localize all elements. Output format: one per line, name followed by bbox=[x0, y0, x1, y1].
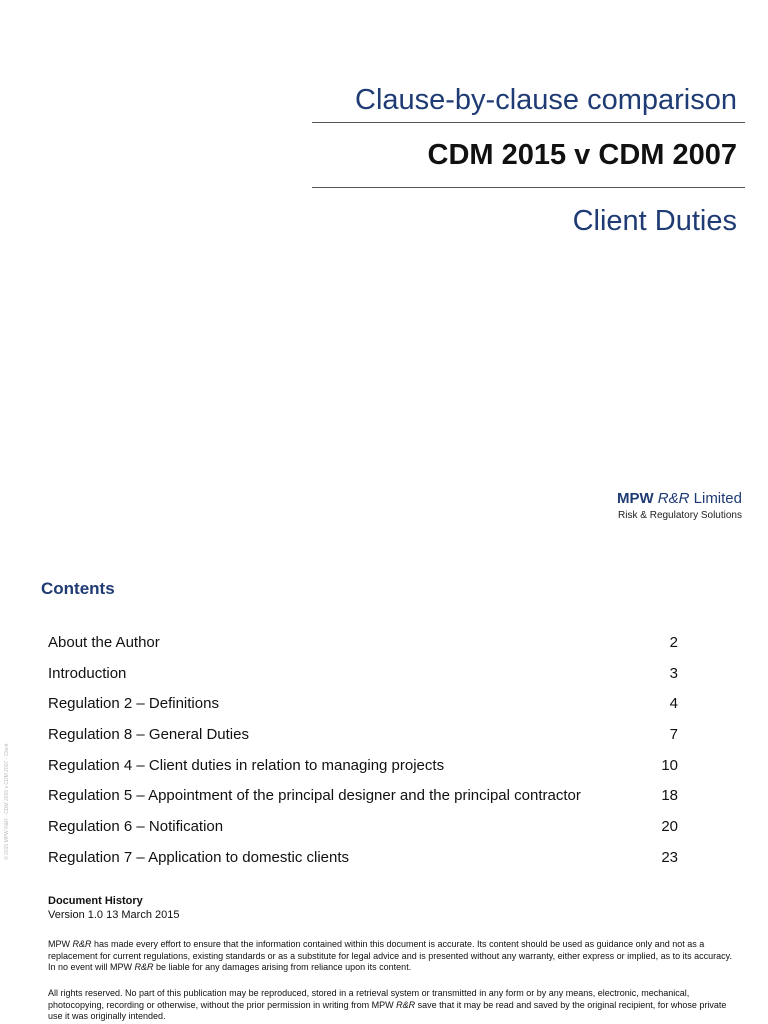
toc-entry-page: 10 bbox=[661, 756, 678, 774]
toc-entry-page: 23 bbox=[661, 848, 678, 866]
toc-entry[interactable] bbox=[48, 812, 678, 843]
document-subtitle: Clause-by-clause comparison bbox=[355, 84, 737, 116]
toc-entry-label: About the Author bbox=[48, 634, 160, 651]
toc-entry-label: Regulation 5 – Appointment of the principal designer and the principal contractor bbox=[48, 787, 581, 805]
disclaimer-text: be liable for any damages arising from reliance upon its content. bbox=[153, 962, 412, 972]
disclaimer-text: MPW bbox=[48, 939, 73, 949]
document-title: CDM 2015 v CDM 2007 bbox=[427, 139, 737, 171]
toc-entry-label: Regulation 4 – Client duties in relation to managing projects bbox=[48, 756, 445, 774]
rights-text: All rights reserved. No part of this publication may be reproduced, stored in a retrieval system or transmitted in any form or by any means, electronic, mechanical, photocopying, recording or otherwise, without the prior permission in writing from MPW bbox=[48, 988, 690, 1010]
table-of-contents bbox=[48, 628, 678, 874]
toc-entry[interactable] bbox=[48, 751, 678, 782]
company-brand bbox=[617, 490, 742, 523]
cover-header bbox=[312, 78, 745, 254]
toc-entry-page: 7 bbox=[669, 726, 678, 744]
document-history bbox=[48, 894, 179, 922]
rights-brand: R&R bbox=[396, 999, 416, 1010]
toc-entry[interactable] bbox=[48, 628, 678, 659]
company-name-italic: R&R bbox=[657, 490, 690, 507]
side-footer-note: © 2015 MPW R&R - CDM 2015 v CDM 2007 - Client bbox=[4, 743, 10, 860]
toc-entry-label: Regulation 7 – Application to domestic clients bbox=[48, 848, 350, 866]
toc-entry[interactable] bbox=[48, 689, 678, 720]
toc-entry[interactable] bbox=[48, 720, 678, 751]
toc-entry-page: 4 bbox=[669, 695, 678, 713]
toc-entry-page: 3 bbox=[669, 664, 678, 682]
toc-entry-label: Introduction bbox=[48, 664, 127, 682]
toc-entry[interactable] bbox=[48, 659, 678, 690]
contents-heading: Contents bbox=[41, 579, 115, 598]
toc-entry[interactable] bbox=[48, 781, 678, 812]
disclaimer-text: has made every effort to ensure that the information contained within this document is accurate. Its content should be used as guidance only and not as a replacement for current regulations, existing standards or as a substitute for legal advice and is presented without any warranty, either express or implied, as to its accuracy. In no event will MPW bbox=[48, 939, 733, 972]
toc-entry-label: Regulation 8 – General Duties bbox=[48, 726, 249, 744]
company-tagline: Risk & Regulatory Solutions bbox=[618, 510, 742, 521]
disclaimer-brand: R&R bbox=[134, 962, 154, 972]
disclaimer-brand: R&R bbox=[72, 939, 92, 949]
rights-paragraph bbox=[48, 988, 738, 1023]
document-section: Client Duties bbox=[572, 205, 737, 237]
rights-text: save that it may be read and saved by the original recipient, for whose private use it was originally intended. bbox=[48, 999, 727, 1021]
company-name-bold: MPW bbox=[616, 490, 654, 507]
toc-entry-page: 2 bbox=[669, 634, 678, 651]
toc-entry-page: 20 bbox=[661, 818, 678, 836]
company-name-rest: Limited bbox=[693, 490, 742, 507]
toc-entry-label: Regulation 6 – Notification bbox=[48, 818, 224, 836]
document-history-title: Document History bbox=[48, 895, 143, 907]
document-version: Version 1.0 13 March 2015 bbox=[48, 909, 180, 921]
company-name bbox=[617, 490, 742, 508]
disclaimer-paragraph bbox=[48, 939, 738, 974]
toc-entry-label: Regulation 2 – Definitions bbox=[48, 695, 219, 713]
toc-entry[interactable] bbox=[48, 843, 678, 874]
toc-entry-page: 18 bbox=[661, 787, 678, 805]
